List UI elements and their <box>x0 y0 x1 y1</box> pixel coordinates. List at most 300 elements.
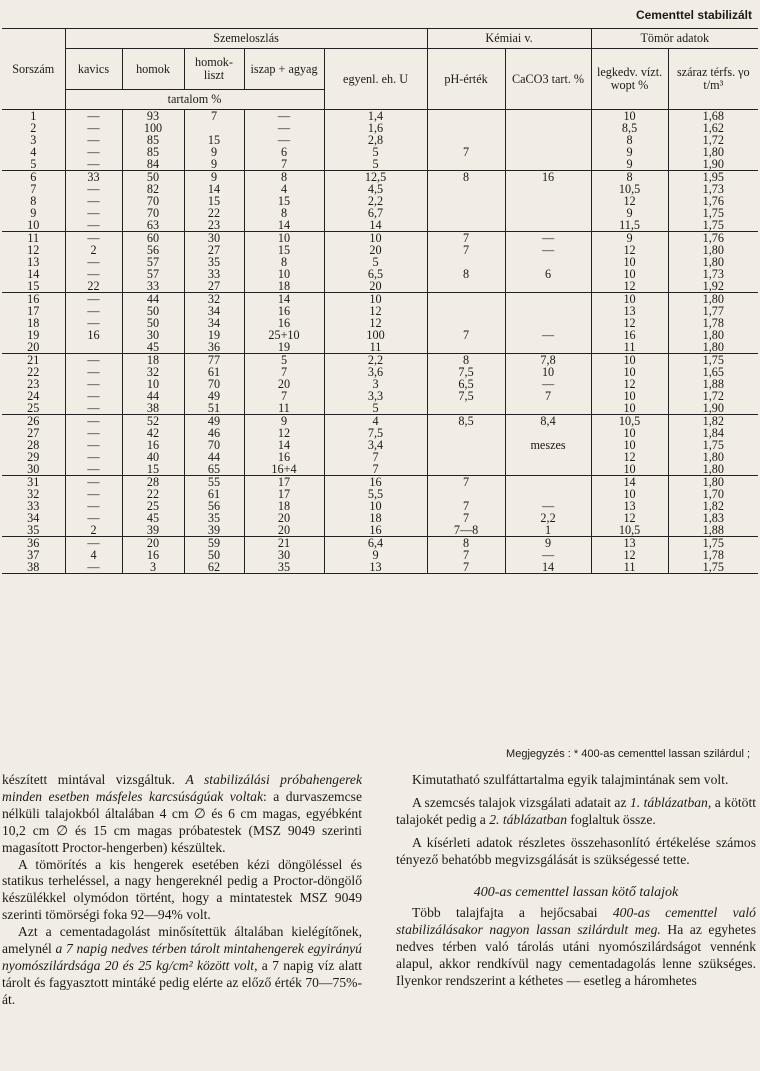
cell-value: 16 <box>623 328 636 342</box>
cell-value: 20 <box>369 279 382 293</box>
text-run-italic: 400-as cementtel való stabilizálásakor nagyon lassan szilárdult meg. <box>396 905 756 938</box>
cell-value: 11 <box>623 560 636 574</box>
cell-iszap <box>244 293 324 354</box>
cell-value: 1,75 <box>702 438 724 452</box>
cell-value: — <box>87 231 100 245</box>
cell-homok <box>122 293 184 354</box>
cell-value: — <box>541 328 555 342</box>
cell-ph <box>427 476 505 537</box>
cell-value: 10 <box>277 231 291 245</box>
cell-value <box>66 341 122 353</box>
cell-value: 22 <box>207 206 221 220</box>
cell-value: 18 <box>27 316 40 330</box>
cell-value: 7 <box>463 511 470 525</box>
cell-value: 9 <box>210 157 218 171</box>
cell-value: 9 <box>545 536 552 550</box>
cell-value: — <box>541 548 555 562</box>
cell-value: 1,73 <box>702 267 724 281</box>
cell-value: 44 <box>146 292 160 306</box>
cell-caco3 <box>505 415 591 476</box>
cell-value <box>428 427 505 439</box>
cell-value: 1,95 <box>702 170 724 184</box>
cell-homok <box>122 110 184 171</box>
cell-value: 9 <box>280 414 288 428</box>
text-run: A szemcsés talajok vizsgálati adatait az <box>412 794 630 810</box>
col-header-homokliszt: homok-liszt <box>184 49 244 90</box>
paragraph: A tömörítés a kis hengerek esetében kézi döngöléssel és statikus terheléssel, a nagy hengereknél pedig a Proctor-döngölő készülékkel olymódon történt, hogy a mintatestek MSZ 9049 szerinti tömörségi foka 92—94% volt. <box>2 856 362 923</box>
cell-value: 1,80 <box>702 328 724 342</box>
col-header-szaraz: száraz térfs. γo t/m³ <box>668 49 758 110</box>
cell-value: 16 <box>27 292 40 306</box>
cell-value: 32 <box>207 292 221 306</box>
cell-value: 57 <box>146 267 160 281</box>
cell-value: 1,76 <box>702 194 724 208</box>
cell-value: 11 <box>278 401 290 415</box>
cell-value: 10 <box>623 389 636 403</box>
cell-value: 8 <box>626 133 633 147</box>
cell-value: 18 <box>369 511 382 525</box>
cell-szaraz <box>668 110 758 171</box>
col-header-caco3: CaCO3 tart. % <box>505 49 591 110</box>
cell-value: — <box>87 121 100 135</box>
cell-value: 13 <box>623 499 636 513</box>
cell-value: 21 <box>27 353 40 367</box>
cell-value <box>506 305 591 317</box>
text-run-italic: 1. táblázatban <box>629 794 708 810</box>
cell-value: 44 <box>146 389 160 403</box>
cell-value: 85 <box>146 145 160 159</box>
cell-value: 1,88 <box>702 523 724 537</box>
cell-value: 3,4 <box>367 438 384 452</box>
cell-kavics <box>65 537 122 574</box>
cell-value: — <box>87 157 100 171</box>
col-header-kemiai: Kémiai v. <box>427 29 591 49</box>
cell-value: 2,2 <box>367 353 384 367</box>
cell-szaraz <box>668 232 758 293</box>
cell-value <box>506 219 591 231</box>
table-row-group <box>2 232 758 293</box>
cell-value <box>428 293 505 305</box>
cell-value: 2 <box>90 243 97 257</box>
cell-value: — <box>87 414 100 428</box>
cell-value: 20 <box>277 523 291 537</box>
cell-value: 25 <box>146 499 160 513</box>
cell-egyenl <box>324 232 427 293</box>
cell-value: 1,90 <box>702 157 724 171</box>
cell-value: 16 <box>146 438 160 452</box>
cell-value: 12 <box>623 511 636 525</box>
cell-value: — <box>541 243 555 257</box>
cell-value: 1,78 <box>702 316 724 330</box>
cell-value: 59 <box>207 536 221 550</box>
col-header-kavics: kavics <box>65 49 122 90</box>
cell-sorszam <box>2 537 65 574</box>
cell-value: 14 <box>207 182 221 196</box>
cell-value: 45 <box>146 511 160 525</box>
cell-value <box>506 183 591 195</box>
cell-value: 44 <box>207 450 221 464</box>
text-run-italic: 2. táblázatban <box>489 811 568 827</box>
cell-ph <box>427 110 505 171</box>
cell-caco3 <box>505 171 591 232</box>
cell-value: 3 <box>30 133 37 147</box>
cell-sorszam <box>2 476 65 537</box>
cell-value: 8,5 <box>621 121 638 135</box>
cell-value: 10 <box>369 292 382 306</box>
cell-value: 3 <box>149 560 157 574</box>
cell-iszap <box>244 415 324 476</box>
cell-value: 50 <box>146 316 160 330</box>
text-run-italic: A stabilizálási próbahengerek minden esetben másfeles karcsúságúak voltak <box>2 772 362 804</box>
cell-value: 33 <box>27 499 40 513</box>
cell-value: 35 <box>27 523 40 537</box>
cell-iszap <box>244 537 324 574</box>
cell-value: 15 <box>277 194 291 208</box>
cell-szaraz <box>668 537 758 574</box>
cell-value: 20 <box>146 536 160 550</box>
col-header-ph: pH-érték <box>427 49 505 110</box>
table-row-group <box>2 537 758 574</box>
cell-value: 14 <box>277 438 291 452</box>
cell-iszap <box>244 171 324 232</box>
cell-value: 1,82 <box>702 414 724 428</box>
cell-sorszam <box>2 110 65 171</box>
cell-value: 1,72 <box>702 389 724 403</box>
cell-value: 30 <box>207 231 221 245</box>
cell-value: 7 <box>463 560 470 574</box>
cell-value: 26 <box>27 414 40 428</box>
cell-value: — <box>541 377 555 391</box>
cell-value: 50 <box>207 548 221 562</box>
cell-value <box>428 402 505 414</box>
cell-value: 52 <box>146 414 160 428</box>
cell-value: — <box>87 255 100 269</box>
cell-value: 10 <box>277 267 291 281</box>
cell-value: 18 <box>277 499 291 513</box>
cell-value <box>428 341 505 353</box>
cell-value: 22 <box>87 279 100 293</box>
cell-value: 70 <box>207 377 221 391</box>
text-run: : a durvaszemcse nélküli talajokból általában 4 cm ∅ és 6 cm magas, egyébként 10,2 cm ∅ és 15 cm magas próbatestek (MSZ 9049 szerinti magasított Proctor-hengerben) készültek. <box>2 788 362 855</box>
cell-value: 6 <box>30 170 37 184</box>
cell-value: 50 <box>146 304 160 318</box>
cell-legkedv <box>591 232 668 293</box>
cell-homokliszt <box>184 171 244 232</box>
cell-value: 7 <box>280 157 288 171</box>
text-column-right <box>396 772 756 990</box>
cell-ph <box>427 415 505 476</box>
cell-kavics <box>65 171 122 232</box>
cell-value <box>428 207 505 219</box>
cell-value: 12,5 <box>364 170 387 184</box>
cell-egyenl <box>324 476 427 537</box>
cell-value: 7 <box>463 243 470 257</box>
cell-value: 5 <box>372 401 379 415</box>
cell-value <box>428 305 505 317</box>
cell-kavics <box>65 476 122 537</box>
cell-value: 77 <box>207 353 221 367</box>
cell-value: 4,5 <box>367 182 384 196</box>
cell-legkedv <box>591 110 668 171</box>
cell-value: 8 <box>463 353 470 367</box>
cell-value: 6,7 <box>367 206 384 220</box>
text-run: Több talajfajta a hejőcsabai <box>412 905 613 921</box>
cell-value: — <box>541 499 555 513</box>
cell-value: 1,92 <box>702 279 724 293</box>
cell-value: 16 <box>277 304 291 318</box>
cell-value: 9 <box>626 231 633 245</box>
cell-value: 16 <box>146 548 160 562</box>
cell-legkedv <box>591 354 668 415</box>
cell-value: 39 <box>207 523 221 537</box>
cell-ph <box>427 354 505 415</box>
cell-value: 7 <box>463 548 470 562</box>
cell-homokliszt <box>184 415 244 476</box>
cell-value: 6 <box>280 145 288 159</box>
cell-value: 63 <box>146 218 160 232</box>
cell-value: 10,5 <box>618 414 641 428</box>
cell-value: 1,88 <box>702 377 724 391</box>
cell-value: 61 <box>207 487 221 501</box>
table-body <box>2 110 758 574</box>
col-header-homok: homok <box>122 49 184 90</box>
cell-value: 1,80 <box>702 450 724 464</box>
cell-value: 5,5 <box>367 487 384 501</box>
cell-value: — <box>87 560 100 574</box>
cell-value <box>506 158 591 170</box>
cell-value: 5 <box>372 145 379 159</box>
cell-value: 6,5 <box>458 377 474 391</box>
cell-value: 10 <box>623 109 636 123</box>
cell-value: 27 <box>27 426 40 440</box>
cell-value: 70 <box>146 206 160 220</box>
cell-kavics <box>65 293 122 354</box>
cell-egyenl <box>324 110 427 171</box>
cell-value: 12 <box>623 548 636 562</box>
cell-value: 4 <box>30 145 37 159</box>
cell-value: 18 <box>146 353 160 367</box>
cell-value: — <box>87 267 100 281</box>
cell-value <box>506 146 591 158</box>
cell-value: — <box>541 231 555 245</box>
cell-value <box>506 195 591 207</box>
cell-egyenl <box>324 293 427 354</box>
cell-value: 10 <box>623 255 636 269</box>
cell-value <box>506 341 591 353</box>
cell-ph <box>427 171 505 232</box>
cell-value: 7—8 <box>453 523 479 537</box>
cell-homokliszt <box>184 354 244 415</box>
cell-value: 15 <box>207 194 221 208</box>
cell-value <box>428 280 505 292</box>
cell-value: 14 <box>277 218 291 232</box>
cell-value: 35 <box>207 511 221 525</box>
cell-value: 34 <box>27 511 40 525</box>
cell-value: — <box>87 218 100 232</box>
table-row-group <box>2 415 758 476</box>
cell-value: 8 <box>280 206 288 220</box>
cell-value: 7 <box>463 231 470 245</box>
cell-value: 12 <box>623 243 636 257</box>
cell-value <box>506 402 591 414</box>
cell-value: 1,75 <box>702 560 724 574</box>
paragraph: A kísérleti adatok részletes összehasonlító értékelése számos tényező behatóbb megvizsgálását is szükségessé tette. <box>396 834 756 867</box>
cell-value: 10 <box>369 499 382 513</box>
cell-value: 65 <box>207 462 221 476</box>
cell-value: 34 <box>207 316 221 330</box>
cell-value: 5 <box>280 353 288 367</box>
cell-value: 56 <box>207 499 221 513</box>
cell-value: — <box>277 109 291 123</box>
cell-value <box>428 183 505 195</box>
paragraph <box>396 905 756 990</box>
cell-ph <box>427 537 505 574</box>
cell-value: 1,75 <box>702 536 724 550</box>
cell-value: 33 <box>207 267 221 281</box>
cell-value: 16+4 <box>271 462 297 476</box>
cell-value: 17 <box>27 304 40 318</box>
cell-value: 9 <box>30 206 37 220</box>
cell-value: 27 <box>207 243 221 257</box>
cell-value: 1,80 <box>702 255 724 269</box>
cell-value: 1,76 <box>702 231 724 245</box>
cell-value: 9 <box>210 145 218 159</box>
cell-value: 10 <box>623 487 636 501</box>
cell-value <box>506 207 591 219</box>
text-run: , a 7 napig víz alatt tárolt és fagyasztott mintáké pedig elérte az előző érték 70—75%-át. <box>2 957 362 1007</box>
cell-value: 32 <box>146 365 160 379</box>
col-header-iszap: iszap + agyag <box>244 49 324 90</box>
cell-value: 5 <box>30 157 37 171</box>
cell-legkedv <box>591 476 668 537</box>
section-heading: 400-as cementtel lassan kötő talajok <box>473 884 679 900</box>
cell-homokliszt <box>184 232 244 293</box>
cell-value: 23 <box>27 377 40 391</box>
cell-value: 7,5 <box>458 365 474 379</box>
col-header-szemeloszlas: Szemeloszlás <box>65 29 427 49</box>
paragraph <box>396 795 756 829</box>
cell-value: 1,80 <box>702 340 724 354</box>
cell-homok <box>122 537 184 574</box>
cell-value: 31 <box>27 475 40 489</box>
cell-szaraz <box>668 293 758 354</box>
cell-value: 46 <box>207 426 221 440</box>
cell-szaraz <box>668 354 758 415</box>
cell-value: 23 <box>207 218 221 232</box>
cell-value: — <box>87 462 100 476</box>
cell-value: 25+10 <box>268 328 300 342</box>
cell-value: 1,68 <box>702 109 724 123</box>
cell-value: 40 <box>146 450 160 464</box>
cell-value: 45 <box>146 340 160 354</box>
cell-value: 20 <box>277 377 291 391</box>
cell-homokliszt <box>184 293 244 354</box>
cell-value: 10 <box>146 377 160 391</box>
cell-value: 36 <box>27 536 40 550</box>
cell-value: 9 <box>626 157 633 171</box>
cell-value: 1,75 <box>702 206 724 220</box>
cell-value: 22 <box>27 365 40 379</box>
cell-value: 1,77 <box>702 304 724 318</box>
cell-value <box>428 122 505 134</box>
cell-value: 1,62 <box>702 121 724 135</box>
cell-caco3 <box>505 354 591 415</box>
cell-value: 1,83 <box>702 511 724 525</box>
cell-value: 6,4 <box>367 536 384 550</box>
cell-value: 12 <box>27 243 40 257</box>
cell-caco3 <box>505 293 591 354</box>
cell-legkedv <box>591 293 668 354</box>
cell-homokliszt <box>184 476 244 537</box>
cell-value: 1,72 <box>702 133 724 147</box>
cell-value: 16 <box>87 328 100 342</box>
cell-value: 2,2 <box>540 511 556 525</box>
cell-caco3 <box>505 476 591 537</box>
cell-value: 4 <box>280 182 288 196</box>
cell-value <box>506 476 591 488</box>
cell-value: 21 <box>277 536 291 550</box>
cell-value: 8 <box>280 170 288 184</box>
cell-value: 11 <box>623 340 636 354</box>
cell-value: 11 <box>27 231 40 245</box>
cell-value: 2 <box>90 523 97 537</box>
table-row-group <box>2 110 758 171</box>
cell-value: 6,5 <box>367 267 384 281</box>
col-header-egyenl: egyenl. eh. U <box>324 49 427 110</box>
cell-value: — <box>87 292 100 306</box>
col-header-legkedv: legkedv. vízt. wopt % <box>591 49 668 110</box>
text-run: , a kötött talajokét pedig a <box>396 794 756 827</box>
cell-value: 25 <box>27 401 40 415</box>
cell-value: 7 <box>372 450 379 464</box>
cell-ph <box>427 232 505 293</box>
cell-value: 18 <box>277 279 291 293</box>
cell-value: — <box>277 133 291 147</box>
running-head: Cementtel stabilizált <box>635 8 752 22</box>
cell-value: 12 <box>369 316 382 330</box>
cell-value: 14 <box>369 218 382 232</box>
cell-value: 2 <box>30 121 37 135</box>
cell-value: 2,8 <box>367 133 384 147</box>
cell-value <box>506 134 591 146</box>
cell-value: 6 <box>545 267 552 281</box>
text-run: foglaltuk össze. <box>567 811 656 827</box>
cell-value: 8,4 <box>540 414 556 428</box>
cell-value: 10 <box>369 231 382 245</box>
cell-value: 39 <box>146 523 160 537</box>
cell-value: 30 <box>146 328 160 342</box>
cell-value: — <box>87 109 100 123</box>
cell-sorszam <box>2 232 65 293</box>
cell-value: 24 <box>27 389 40 403</box>
cell-value: 15 <box>207 133 221 147</box>
cell-value: 85 <box>146 133 160 147</box>
cell-homok <box>122 232 184 293</box>
cell-value <box>506 280 591 292</box>
cell-value <box>428 463 505 475</box>
cell-caco3 <box>505 110 591 171</box>
cell-value: 50 <box>146 170 160 184</box>
cell-value: 19 <box>207 328 221 342</box>
cell-value: 1,75 <box>702 353 724 367</box>
cell-value: — <box>277 121 291 135</box>
cell-value: 4 <box>372 414 379 428</box>
cell-value: 33 <box>87 170 100 184</box>
cell-value: 14 <box>623 475 636 489</box>
cell-value: 3,6 <box>367 365 384 379</box>
cell-egyenl <box>324 171 427 232</box>
cell-value: 37 <box>27 548 40 562</box>
